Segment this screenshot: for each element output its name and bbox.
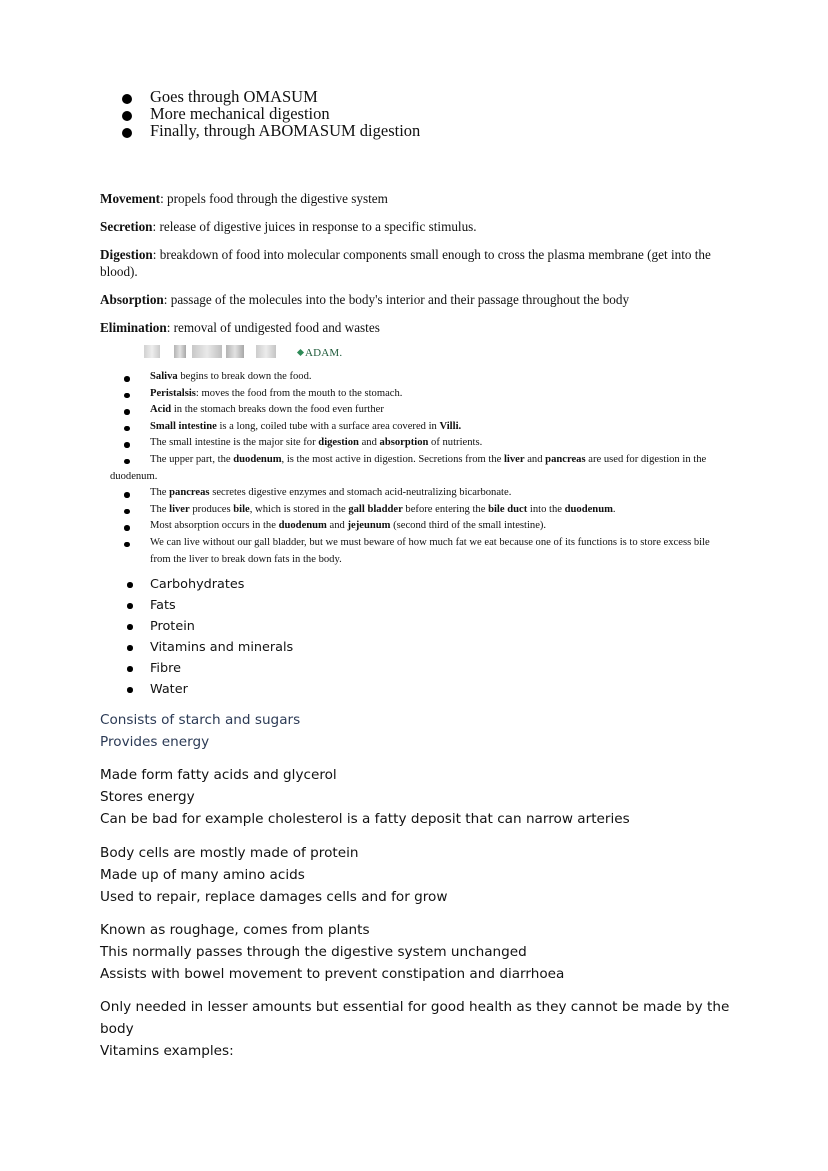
definition-term: Elimination <box>100 320 167 335</box>
bold-term: Acid <box>150 404 172 416</box>
list-item: Finally, through ABOMASUM digestion <box>118 122 420 139</box>
note-line: This normally passes through the digestive system unchanged <box>100 944 527 960</box>
list-item: Water <box>118 679 293 700</box>
definition-text: : propels food through the digestive system <box>160 191 388 206</box>
definition-term: Digestion <box>100 247 153 262</box>
text: and <box>358 437 380 449</box>
protein-notes <box>100 842 730 908</box>
text: before entering the <box>402 503 489 515</box>
text: produces <box>189 503 234 515</box>
note-line: Stores energy <box>100 789 195 805</box>
text: are used for digestion in the duodenum. <box>110 453 707 482</box>
definition-term: Secretion <box>100 219 153 234</box>
note-line: Body cells are mostly made of protein <box>100 845 359 861</box>
text: Most absorption occurs in the <box>150 520 279 532</box>
note-line: Made form fatty acids and glycerol <box>100 767 337 783</box>
text: We can live without our gall bladder, but we must beware of how much fat we eat because one of its functions is to store excess bile from the liver to break down fats in the body. <box>150 536 710 565</box>
list-item: Protein <box>118 616 293 637</box>
fats-notes <box>100 764 730 830</box>
note-line: Can be bad for example cholesterol is a fatty deposit that can narrow arteries <box>100 811 630 827</box>
list-item <box>110 419 720 436</box>
list-item <box>110 502 720 519</box>
text: The <box>150 487 170 499</box>
nutrients-list <box>118 574 293 700</box>
bold-term: digestion <box>318 437 359 449</box>
text: of nutrients. <box>428 437 483 449</box>
text: . <box>612 503 616 515</box>
note-line: Assists with bowel movement to prevent constipation and diarrhoea <box>100 966 565 982</box>
bold-term: absorption <box>379 437 429 449</box>
note-line: Vitamins examples: <box>100 1043 234 1059</box>
list-item: Goes through OMASUM <box>118 88 420 105</box>
bold-term: bile <box>233 503 250 515</box>
definition-term: Movement <box>100 191 161 206</box>
note-line: Provides energy <box>100 734 210 750</box>
text: and <box>326 520 348 532</box>
list-item: Fats <box>118 595 293 616</box>
bold-term: liver <box>169 503 190 515</box>
bold-term: Small intestine <box>150 420 217 432</box>
vitamins-notes <box>100 996 730 1062</box>
leaf-icon <box>297 349 304 356</box>
text: (second third of the small intestine). <box>390 520 547 532</box>
digestive-process-definitions <box>100 190 730 347</box>
bold-term: bile duct <box>488 503 528 515</box>
list-item <box>110 535 720 568</box>
bold-term: duodenum <box>564 503 613 515</box>
text: The upper part, the <box>150 453 234 465</box>
definition <box>100 319 730 336</box>
text: : moves the food from the mouth to the stomach. <box>195 387 403 399</box>
definition <box>100 291 730 308</box>
bold-term: pancreas <box>545 453 586 465</box>
note-line: Used to repair, replace damages cells and for grow <box>100 889 448 905</box>
definition <box>100 218 730 235</box>
bold-term: liver <box>503 453 525 465</box>
bold-term: jejeunum <box>347 520 391 532</box>
text: The small intestine is the major site for <box>150 437 319 449</box>
list-item: More mechanical digestion <box>118 105 420 122</box>
list-item <box>110 518 720 535</box>
definition-text: : release of digestive juices in response to a specific stimulus. <box>152 219 477 234</box>
note-line: Known as roughage, comes from plants <box>100 922 370 938</box>
text: begins to break down the food. <box>177 371 312 382</box>
ruminant-stomach-list <box>118 88 420 139</box>
list-item <box>110 485 720 502</box>
list-item <box>110 435 720 452</box>
bold-term: duodenum <box>233 453 282 465</box>
bold-term: Saliva <box>150 371 178 382</box>
list-item: Fibre <box>118 658 293 679</box>
definition-text: : breakdown of food into molecular components small enough to cross the plasma membrane (get into the blood). <box>100 247 711 279</box>
text: secretes digestive enzymes and stomach acid-neutralizing bicarbonate. <box>209 487 512 499</box>
text: and <box>524 453 546 465</box>
text: , is the most active in digestion. Secretions from the <box>281 453 504 465</box>
bold-term: duodenum <box>278 520 327 532</box>
text: into the <box>527 503 565 515</box>
definition <box>100 190 730 207</box>
bold-term: Peristalsis <box>150 387 196 399</box>
definition-text: : removal of undigested food and wastes <box>166 320 380 335</box>
bold-term: gall bladder <box>348 503 403 515</box>
adam-logo <box>298 347 342 359</box>
list-item <box>110 386 720 403</box>
text: , which is stored in the <box>249 503 349 515</box>
list-item: Vitamins and minerals <box>118 637 293 658</box>
list-item <box>110 402 720 419</box>
bold-term: Villi. <box>439 420 462 432</box>
list-item <box>110 452 720 485</box>
note-line: Made up of many amino acids <box>100 867 305 883</box>
definition-text: : passage of the molecules into the body's interior and their passage throughout the body <box>163 292 630 307</box>
carbohydrates-notes <box>100 709 730 753</box>
list-item <box>110 369 720 386</box>
note-line: Only needed in lesser amounts but essential for good health as they cannot be made by the body <box>100 999 730 1037</box>
list-item: Carbohydrates <box>118 574 293 595</box>
text: in the stomach breaks down the food even further <box>171 404 384 416</box>
definition <box>100 246 730 280</box>
text: The <box>150 503 170 515</box>
adam-logo-text: ADAM. <box>305 347 343 359</box>
bold-term: pancreas <box>169 487 210 499</box>
digestion-facts-list <box>110 369 720 568</box>
definition-term: Absorption <box>100 292 164 307</box>
fibre-notes <box>100 919 730 985</box>
text: is a long, coiled tube with a surface area covered in <box>216 420 440 432</box>
note-line: Consists of starch and sugars <box>100 712 301 728</box>
